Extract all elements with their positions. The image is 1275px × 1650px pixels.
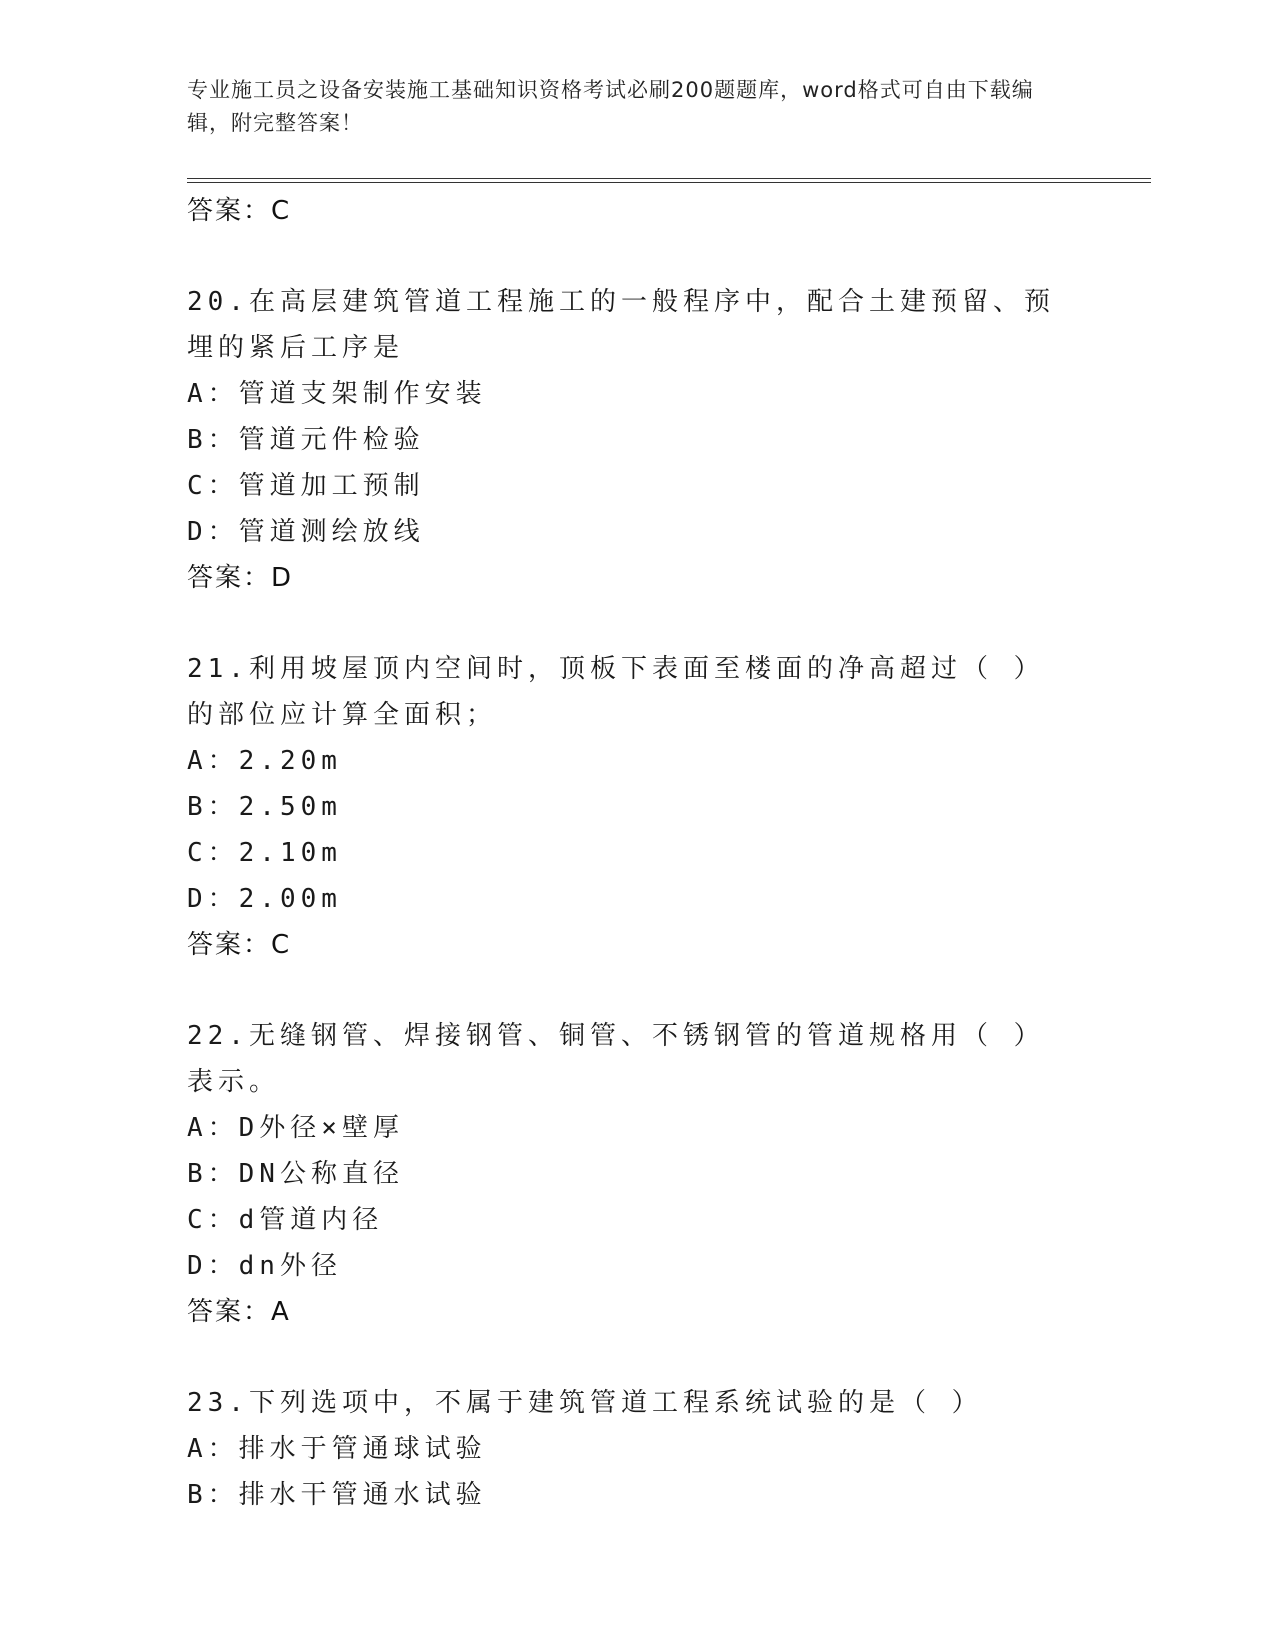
answer-line: 答案：C: [187, 930, 292, 960]
spacer: [187, 968, 1087, 1013]
question-20: [187, 279, 1087, 601]
option-a: A：排水于管通球试验: [187, 1434, 487, 1464]
option-a: A：2.20m: [187, 746, 342, 776]
option-c: C：管道加工预制: [187, 471, 425, 501]
answer-line: 答案：D: [187, 563, 294, 593]
header-divider-bottom: [187, 182, 1151, 183]
spacer: [187, 601, 1087, 646]
option-c: C：2.10m: [187, 838, 342, 868]
option-d: D：2.00m: [187, 884, 342, 914]
option-a: A：管道支架制作安装: [187, 379, 487, 409]
option-c: C：d管道内径: [187, 1205, 384, 1235]
header-divider-top: [187, 178, 1151, 179]
question-text: 22.无缝钢管、焊接钢管、铜管、不锈钢管的管道规格用（ ）表示。: [187, 1021, 1045, 1097]
option-a: A：D外径×壁厚: [187, 1113, 404, 1143]
page-header: 专业施工员之设备安装施工基础知识资格考试必刷200题题库，word格式可自由下载编辑，附完整答案！: [187, 78, 1034, 135]
question-text: 23.下列选项中，不属于建筑管道工程系统试验的是（ ）: [187, 1388, 983, 1418]
option-b: B：排水干管通水试验: [187, 1480, 487, 1510]
question-text: 21.利用坡屋顶内空间时，顶板下表面至楼面的净高超过（ ）的部位应计算全面积；: [187, 654, 1045, 730]
question-23: [187, 1380, 1087, 1518]
question-text: 20.在高层建筑管道工程施工的一般程序中，配合土建预留、预埋的紧后工序是: [187, 287, 1055, 363]
question-21: [187, 646, 1087, 968]
option-b: B：2.50m: [187, 792, 342, 822]
spacer: [187, 1335, 1087, 1380]
answer-line: 答案：C: [187, 196, 292, 226]
question-22: [187, 1013, 1087, 1335]
option-b: B：管道元件检验: [187, 425, 425, 455]
answer-line: 答案：A: [187, 1297, 291, 1327]
question-list: [187, 188, 1087, 1518]
option-d: D：管道测绘放线: [187, 517, 425, 547]
option-b: B：DN公称直径: [187, 1159, 404, 1189]
spacer: [187, 234, 1087, 279]
option-d: D：dn外径: [187, 1251, 342, 1281]
